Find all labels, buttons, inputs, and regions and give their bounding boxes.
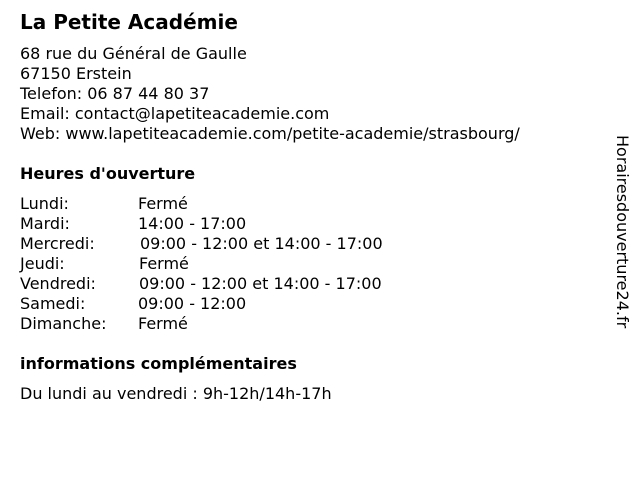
day-hours: 14:00 - 17:00 (138, 214, 247, 233)
phone-number: Telefon: 06 87 44 80 37 (20, 84, 210, 103)
day-hours: Fermé (138, 194, 188, 213)
watermark: Horairesdouverture24.fr (613, 135, 632, 329)
day-hours: Fermé (138, 314, 188, 333)
website-url: Web: www.lapetiteacademie.com/petite-academie/strasbourg/ (20, 124, 520, 143)
day-label: Lundi: (20, 194, 69, 213)
page-title: La Petite Académie (20, 10, 238, 34)
day-hours: 09:00 - 12:00 et 14:00 - 17:00 (140, 234, 383, 253)
email-address: Email: contact@lapetiteacademie.com (20, 104, 330, 123)
day-hours: 09:00 - 12:00 (138, 294, 247, 313)
day-label: Mercredi: (20, 234, 95, 253)
day-label: Dimanche: (20, 314, 107, 333)
address-street: 68 rue du Général de Gaulle (20, 44, 247, 63)
info-text: Du lundi au vendredi : 9h-12h/14h-17h (20, 384, 332, 403)
address-city: 67150 Erstein (20, 64, 132, 83)
day-hours: Fermé (139, 254, 189, 273)
hours-heading: Heures d'ouverture (20, 164, 196, 183)
day-label: Samedi: (20, 294, 86, 313)
day-label: Mardi: (20, 214, 70, 233)
day-label: Vendredi: (20, 274, 96, 293)
day-label: Jeudi: (20, 254, 65, 273)
info-heading: informations complémentaires (20, 354, 297, 373)
day-hours: 09:00 - 12:00 et 14:00 - 17:00 (139, 274, 382, 293)
contact-block (20, 44, 520, 144)
